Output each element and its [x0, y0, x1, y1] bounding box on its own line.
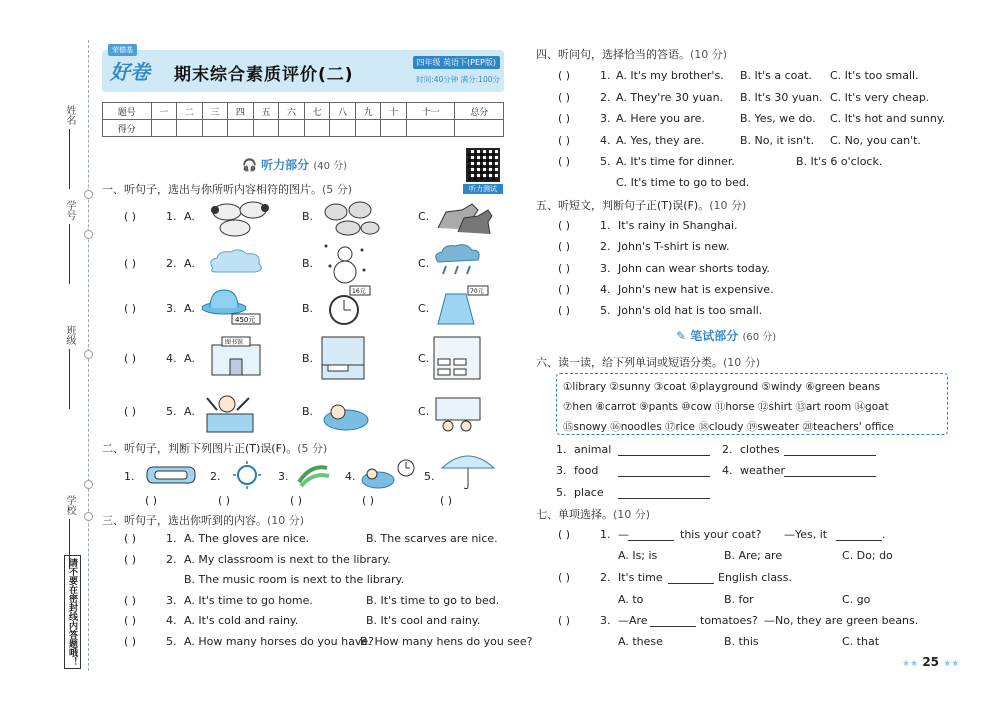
star-icon: ★★ [943, 659, 960, 669]
option-a: A. They're 30 yuan. [616, 91, 724, 104]
cloudy-picture [205, 248, 267, 274]
category-number: 4. [722, 464, 733, 477]
option-a: A. Yes, they are. [616, 134, 705, 147]
option-a: A. It's time to go home. [184, 594, 313, 607]
option-c: C. It's hot and sunny. [830, 112, 946, 125]
question-stem: this your coat? [680, 528, 762, 541]
answer-blank[interactable] [628, 540, 674, 541]
grade-badge: 四年级 英语下(PEP版) [413, 56, 501, 69]
category-label: animal [574, 443, 612, 456]
option-a: A. Here you are. [616, 112, 705, 125]
headphone-icon: 🎧 [242, 158, 257, 172]
question-number: 4. [166, 614, 177, 627]
option-c: C. go [842, 593, 871, 606]
question-number: 5. [600, 304, 611, 317]
score-input-cell[interactable] [330, 120, 356, 137]
score-header-cell: 十 [381, 103, 407, 120]
score-header-cell: 四 [228, 103, 254, 120]
option-b: B. Are; are [724, 549, 783, 562]
word-bank [556, 373, 948, 435]
score-header-cell: 二 [177, 103, 203, 120]
score-input-cell[interactable] [279, 120, 305, 137]
score-table [102, 102, 504, 137]
question-number: 2. [166, 553, 177, 566]
option-a: A. The gloves are nice. [184, 532, 310, 545]
sleeping-child-picture [320, 392, 370, 432]
qr-code [463, 148, 503, 194]
hat-picture [200, 286, 262, 326]
option-a-label: A. [184, 257, 195, 270]
score-input-cell[interactable] [151, 120, 177, 137]
hat-price-tag: 450元 [235, 316, 256, 324]
question-number: 3. [600, 262, 611, 275]
category-label: place [574, 486, 604, 499]
waking-child-picture [205, 390, 257, 434]
score-input-cell[interactable] [455, 120, 504, 137]
seal-dot [84, 190, 93, 199]
option-b: B. The music room is next to the library. [184, 573, 405, 586]
question-stem: —Are [618, 614, 648, 627]
option-c: C. Do; do [842, 549, 893, 562]
option-b: B. It's 30 yuan. [740, 91, 823, 104]
option-b: B. for [724, 593, 754, 606]
option-c: C. It's very cheap. [830, 91, 930, 104]
answer-paren[interactable]: ( ) [558, 240, 571, 253]
score-header-cell: 七 [304, 103, 330, 120]
question-number: 5. [600, 155, 611, 168]
section-1-title: 一、听句子，选出与你所听内容相符的图片。(5 分) [102, 183, 353, 196]
score-header-cell: 三 [202, 103, 228, 120]
qr-code-icon [466, 148, 500, 182]
option-b: B. It's 6 o'clock. [796, 155, 883, 168]
score-header-cell: 十一 [406, 103, 455, 120]
option-c-label: C. [418, 352, 430, 365]
clock-picture [324, 284, 372, 328]
sun-picture [230, 460, 264, 490]
question-number: 3. [278, 470, 289, 483]
question-stem: English class. [718, 571, 793, 584]
word-bank-line: ⑦hen ⑧carrot ⑨pants ⑩cow ⑪horse ⑫shirt ⑬art room ⑭goat [563, 401, 889, 413]
answer-blank[interactable] [668, 583, 714, 584]
option-c-label: C. [418, 257, 430, 270]
question-number: 1. [600, 219, 611, 232]
option-a-label: A. [184, 302, 195, 315]
score-header-cell: 九 [355, 103, 381, 120]
score-input-cell[interactable] [177, 120, 203, 137]
rainy-picture [432, 244, 482, 280]
option-c-label: C. [418, 210, 430, 223]
stove-picture [145, 463, 197, 487]
question-number: 2. [166, 257, 177, 270]
answer-paren[interactable]: ( ) [124, 257, 137, 270]
question-stem: —No, they are green beans. [764, 614, 919, 627]
answer-paren[interactable]: ( ) [124, 553, 137, 566]
question-stem: —Yes, it [784, 528, 828, 541]
option-a: A. Is; is [618, 549, 658, 562]
score-input-cell[interactable] [381, 120, 407, 137]
bed-and-clock-picture [360, 456, 420, 490]
category-number: 3. [556, 464, 567, 477]
category-label: weather [740, 464, 786, 477]
exam-meta: 时间:40分钟 满分:100分 [416, 75, 500, 84]
score-header-cell: 总分 [455, 103, 504, 120]
brand-label: 荣德基 [108, 44, 137, 56]
answer-paren[interactable]: ( ) [558, 614, 571, 627]
option-b: B. The scarves are nice. [366, 532, 498, 545]
sheep-group-picture [205, 198, 277, 238]
brand-logo: 好卷 [110, 60, 150, 84]
classroom-picture [432, 335, 482, 381]
answer-paren[interactable]: ( ) [558, 528, 571, 541]
answer-paren[interactable]: ( ) [558, 91, 571, 104]
horses-picture [432, 198, 494, 238]
section-3-title: 三、听句子，选出你听到的内容。(10 分) [102, 514, 305, 527]
question-number: 4. [600, 283, 611, 296]
skirt-price-tag: 70元 [470, 288, 484, 295]
answer-paren[interactable]: ( ) [362, 494, 375, 507]
question-stem: — [618, 528, 629, 541]
answer-paren[interactable]: ( ) [558, 69, 571, 82]
option-b: B. How many hens do you see? [360, 635, 533, 648]
word-bank-line: ①library ②sunny ③coat ④playground ⑤windy ⑥green beans [563, 381, 881, 393]
answer-paren[interactable]: ( ) [124, 635, 137, 648]
option-b-label: B. [302, 405, 314, 418]
option-b-label: B. [302, 352, 314, 365]
option-b: B. this [724, 635, 759, 648]
score-input-cell[interactable] [304, 120, 330, 137]
category-label: food [574, 464, 599, 477]
section-5-title: 五、听短文，判断句子正(T)误(F)。(10 分) [536, 199, 747, 212]
statement-text: John's new hat is expensive. [618, 283, 774, 296]
score-value-row [103, 120, 504, 137]
name-field: 姓名 [62, 105, 77, 189]
score-input-cell[interactable] [406, 120, 455, 137]
score-input-cell[interactable] [202, 120, 228, 137]
question-stem: . [882, 528, 886, 541]
question-number: 1. [124, 470, 135, 483]
section-4-title: 四、听问句，选择恰当的答语。(10 分) [536, 48, 728, 61]
statement-text: John's T-shirt is new. [618, 240, 730, 253]
answer-blank[interactable] [836, 540, 882, 541]
score-header-cell: 五 [253, 103, 279, 120]
answer-paren[interactable]: ( ) [124, 302, 137, 315]
answer-paren[interactable]: ( ) [558, 304, 571, 317]
option-b: B. It's a coat. [740, 69, 812, 82]
answer-paren[interactable]: ( ) [558, 112, 571, 125]
snowy-picture [320, 240, 370, 285]
answer-paren[interactable]: ( ) [124, 352, 137, 365]
library-picture [208, 335, 264, 377]
question-number: 3. [600, 614, 611, 627]
seal-dot [84, 512, 93, 521]
binding-strip [0, 0, 90, 711]
score-header-row [103, 103, 504, 120]
question-stem: It's time [618, 571, 663, 584]
question-number: 1. [166, 532, 177, 545]
answer-paren[interactable]: ( ) [440, 494, 453, 507]
seal-note: 请不要在密封线内答题哦！ [64, 555, 81, 669]
section-6-title: 六、读一读，给下列单词或短语分类。(10 分) [536, 356, 761, 369]
category-number: 5. [556, 486, 567, 499]
option-a: A. It's my brother's. [616, 69, 724, 82]
seal-dot [84, 350, 93, 359]
option-b: B. Yes, we do. [740, 112, 816, 125]
clock-price-tag: 16元 [352, 288, 366, 295]
exam-header [102, 46, 504, 92]
question-number: 3. [166, 594, 177, 607]
option-b: B. No, it isn't. [740, 134, 814, 147]
pencil-icon: ✎ [676, 329, 687, 343]
writing-banner: ✎ 笔试部分 (60 分) [676, 329, 777, 343]
question-number: 3. [166, 302, 177, 315]
answer-paren[interactable]: ( ) [558, 134, 571, 147]
exam-title: 期末综合素质评价(二) [174, 65, 354, 85]
answer-paren[interactable]: ( ) [290, 494, 303, 507]
score-input-cell[interactable] [228, 120, 254, 137]
answer-paren[interactable]: ( ) [558, 155, 571, 168]
option-a-label: A. [184, 352, 195, 365]
option-c-label: C. [418, 302, 430, 315]
seal-dot [84, 230, 93, 239]
question-number: 2. [210, 470, 221, 483]
statement-text: It's rainy in Shanghai. [618, 219, 738, 232]
question-number: 1. [166, 210, 177, 223]
question-number: 2. [600, 240, 611, 253]
qr-label: 听力测试 [463, 184, 503, 194]
answer-blank[interactable] [618, 498, 710, 499]
section-7-title: 七、单项选择。(10 分) [536, 508, 651, 521]
option-b-label: B. [302, 302, 314, 315]
library-sign: 图书馆 [225, 339, 244, 346]
question-number: 1. [600, 528, 611, 541]
option-c: C. that [842, 635, 880, 648]
score-header-cell: 八 [330, 103, 356, 120]
score-header-cell: 一 [151, 103, 177, 120]
listening-banner: 🎧 听力部分 (40 分) [242, 158, 348, 172]
answer-blank[interactable] [784, 476, 876, 477]
page-number: ★★ 25 ★★ [902, 655, 960, 669]
office-room-picture [320, 335, 366, 381]
score-header-cell: 题号 [103, 103, 152, 120]
class-field: 班级 [62, 325, 77, 409]
answer-paren[interactable]: ( ) [145, 494, 158, 507]
question-number: 3. [600, 112, 611, 125]
question-stem: tomatoes? [700, 614, 758, 627]
question-number: 5. [166, 405, 177, 418]
option-b: B. It's time to go to bed. [366, 594, 500, 607]
question-number: 4. [345, 470, 356, 483]
answer-paren[interactable]: ( ) [558, 262, 571, 275]
option-a-label: A. [184, 405, 195, 418]
answer-blank[interactable] [650, 626, 696, 627]
question-number: 1. [600, 69, 611, 82]
statement-text: John's old hat is too small. [618, 304, 763, 317]
category-number: 2. [722, 443, 733, 456]
word-bank-line: ⑮snowy ⑯noodles ⑰rice ⑱cloudy ⑲sweater ⑳teachers' office [563, 421, 894, 433]
option-a: A. It's time for dinner. [616, 155, 735, 168]
question-number: 5. [424, 470, 435, 483]
option-b-label: B. [302, 210, 314, 223]
option-b-label: B. [302, 257, 314, 270]
score-label-cell: 得分 [103, 120, 152, 137]
question-number: 5. [166, 635, 177, 648]
answer-paren[interactable]: ( ) [124, 594, 137, 607]
star-icon: ★★ [902, 659, 919, 669]
option-a: A. these [618, 635, 663, 648]
answer-paren[interactable]: ( ) [558, 571, 571, 584]
option-a-label: A. [184, 210, 195, 223]
question-number: 2. [600, 571, 611, 584]
score-input-cell[interactable] [355, 120, 381, 137]
score-input-cell[interactable] [253, 120, 279, 137]
option-c: C. It's time to go to bed. [616, 176, 750, 189]
question-number: 4. [166, 352, 177, 365]
statement-text: John can wear shorts today. [618, 262, 770, 275]
green-beans-picture [297, 462, 331, 488]
answer-blank[interactable] [618, 455, 710, 456]
section-2-title: 二、听句子，判断下列图片正(T)误(F)。(5 分) [102, 442, 328, 455]
question-number: 2. [600, 91, 611, 104]
option-b: B. It's cool and rainy. [366, 614, 481, 627]
answer-blank[interactable] [784, 455, 876, 456]
answer-paren[interactable]: ( ) [124, 405, 137, 418]
answer-paren[interactable]: ( ) [558, 219, 571, 232]
answer-paren[interactable]: ( ) [558, 283, 571, 296]
option-a: A. It's cold and rainy. [184, 614, 299, 627]
category-number: 1. [556, 443, 567, 456]
school-field: 学校 [62, 495, 77, 569]
option-a: A. to [618, 593, 644, 606]
option-c: C. No, you can't. [830, 134, 921, 147]
answer-blank[interactable] [618, 476, 710, 477]
seal-dot [84, 480, 93, 489]
category-label: clothes [740, 443, 780, 456]
score-header-cell: 六 [279, 103, 305, 120]
answer-paren[interactable]: ( ) [124, 532, 137, 545]
option-c: C. It's too small. [830, 69, 919, 82]
umbrella-picture [438, 450, 498, 490]
question-number: 4. [600, 134, 611, 147]
skirt-picture [436, 284, 490, 328]
option-a: A. My classroom is next to the library. [184, 553, 391, 566]
answer-paren[interactable]: ( ) [218, 494, 231, 507]
answer-paren[interactable]: ( ) [124, 614, 137, 627]
option-c-label: C. [418, 405, 430, 418]
school-picture [432, 392, 484, 434]
hens-group-picture [318, 198, 380, 238]
option-a: A. How many horses do you have? [184, 635, 374, 648]
id-field: 学号 [62, 200, 77, 284]
answer-paren[interactable]: ( ) [124, 210, 137, 223]
